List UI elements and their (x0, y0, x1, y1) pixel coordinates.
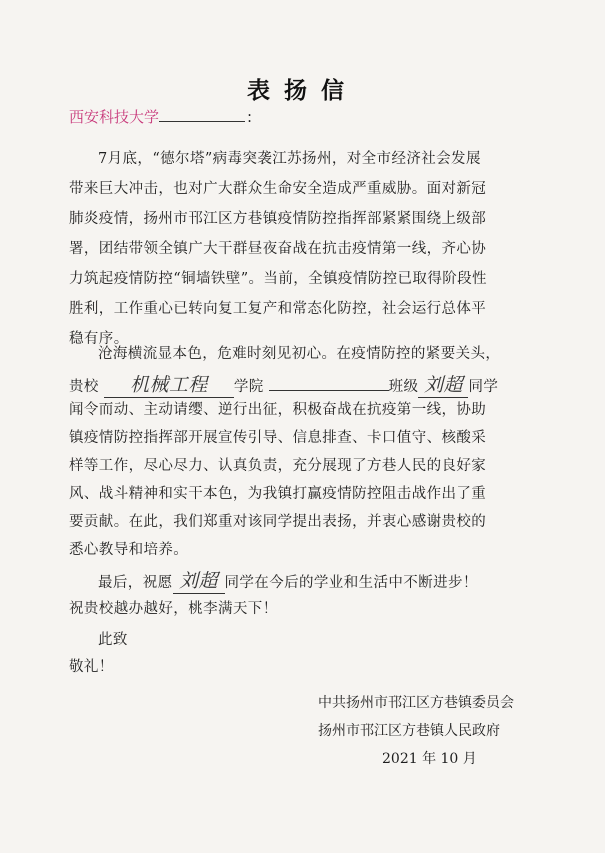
para1-line: 7月底，“德尔塔”病毒突袭江苏扬州，对全市经济社会发展 (98, 151, 481, 167)
student-suffix: 同学 (468, 379, 499, 395)
para1-line: 稳有序。 (69, 331, 129, 347)
para2-line: 要贡献。在此，我们郑重对该同学提出表扬，并衷心感谢贵校的 (69, 514, 487, 530)
recipient-colon: : (247, 108, 253, 126)
letter-title: 表扬信 (247, 77, 358, 104)
class-label: 班级 (388, 379, 419, 395)
recipient-line (69, 106, 252, 127)
para2-line: 悉心教导和培养。 (69, 542, 189, 558)
para1-line: 带来巨大冲击，也对广大群众生命安全造成严重威胁。面对新冠 (69, 181, 487, 197)
signature-date: 2021 年 10 月 (382, 751, 477, 767)
wish-student-handwriting: 刘超 (179, 570, 218, 592)
wish-suffix: 同学在今后的学业和生活中不断进步！ (224, 575, 478, 591)
student-blank (418, 370, 468, 398)
para3-line: 祝贵校越办越好，桃李满天下！ (69, 601, 278, 617)
para1-line: 力筑起疫情防控“铜墙铁壁”。当前，全镇疫情防控已取得阶段性 (69, 271, 487, 287)
department-handwriting: 机械工程 (130, 374, 208, 396)
signature-org-1: 中共扬州市邗江区方巷镇委员会 (318, 695, 514, 711)
signature-org-2: 扬州市邗江区方巷镇人民政府 (318, 723, 500, 739)
para1-line: 胜利，工作重心已转向复工复产和常态化防控，社会运行总体平 (69, 301, 487, 317)
para2-line: 样等工作，尽心尽力、认真负责，充分展现了方巷人民的良好家 (69, 458, 487, 474)
para3-fill-line (98, 566, 478, 594)
department-blank (104, 370, 234, 398)
para1-line: 肺炎疫情，扬州市邗江区方巷镇疫情防控指挥部紧紧围绕上级部 (69, 211, 487, 227)
school-prefix: 贵校 (69, 379, 99, 395)
class-blank (269, 376, 389, 391)
department-suffix: 学院 (233, 379, 264, 395)
para1-line: 署，团结带领全镇广大干群昼夜奋战在抗击疫情第一线，齐心协 (69, 241, 487, 257)
closing-line-1: 此致 (98, 632, 128, 648)
student-handwriting: 刘超 (424, 374, 463, 396)
para2-fill-line (69, 370, 498, 398)
wish-student-blank (173, 566, 225, 594)
closing-line-2: 敬礼！ (69, 659, 114, 675)
recipient-name: 西安科技大学 (69, 108, 160, 126)
recipient-underline (159, 107, 245, 122)
para2-line: 风、战斗精神和实干本色，为我镇打赢疫情防控阻击战作出了重 (69, 486, 487, 502)
para2-line: 沧海横流显本色，危难时刻见初心。在疫情防控的紧要关头， (98, 346, 501, 362)
wish-prefix: 最后，祝愿 (98, 575, 173, 591)
para2-line: 镇疫情防控指挥部开展宣传引导、信息排查、卡口值守、核酸采 (69, 430, 487, 446)
para2-line: 闻令而动、主动请缨、逆行出征，积极奋战在抗疫第一线，协助 (69, 402, 487, 418)
